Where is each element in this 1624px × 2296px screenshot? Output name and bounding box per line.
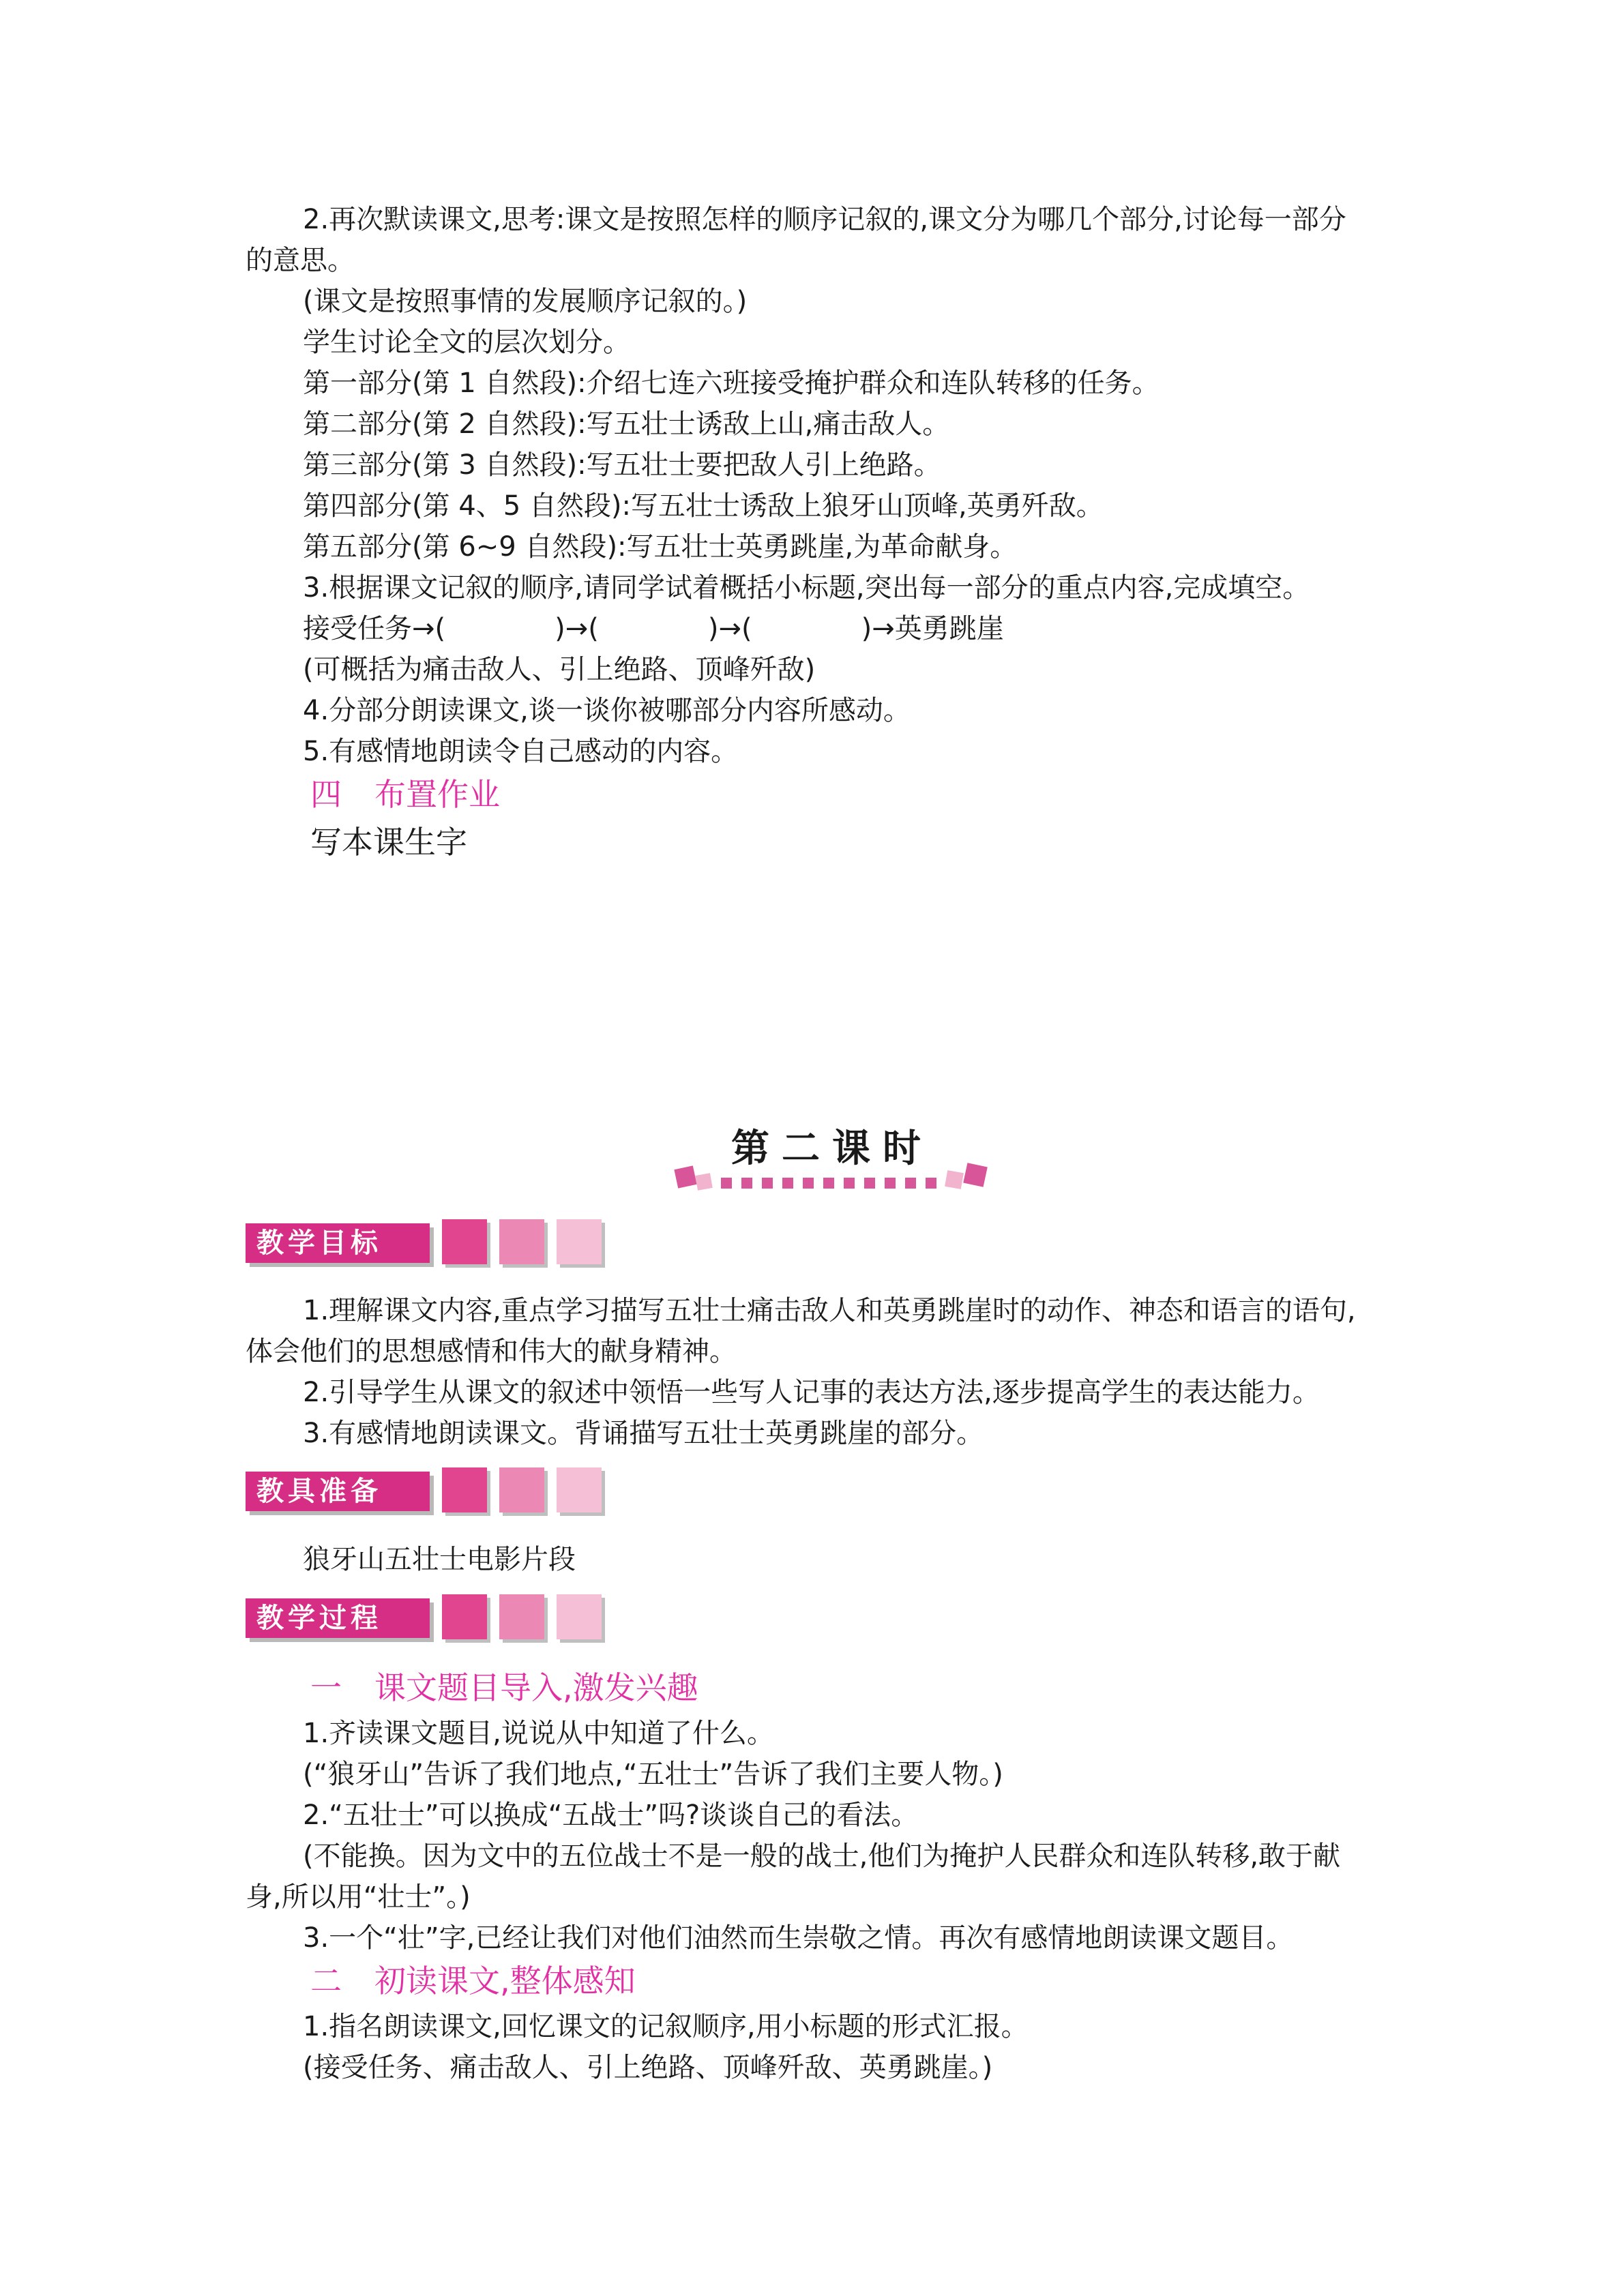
tag-label: 教学过程 [246,1598,430,1638]
section-tag-tools [246,1467,600,1517]
paragraph: 2.引导学生从课文的叙述中领悟一些写人记事的表达方法,逐步提高学生的表达能力。 [303,1377,1320,1408]
tag-square [499,1219,544,1264]
paragraph: 5.有感情地朗读令自己感动的内容。 [303,736,739,767]
tag-square [557,1594,602,1639]
tag-square [499,1594,544,1639]
fill-in-blank-line [246,608,1371,649]
paragraph: 第四部分(第 4、5 自然段):写五壮士诱敌上狼牙山顶峰,英勇歼敌。 [303,490,1104,522]
paragraph: 3.根据课文记叙的顺序,请同学试着概括小标题,突出每一部分的重点内容,完成填空。 [303,572,1310,603]
section-number: 四 [310,776,342,813]
tag-square [557,1219,602,1264]
paragraph: 2.“五壮士”可以换成“五战士”吗?谈谈自己的看法。 [303,1800,919,1831]
fill-text: )→( [555,613,599,644]
paragraph: (“狼牙山”告诉了我们地点,“五壮士”告诉了我们主要人物。) [303,1759,1003,1790]
section-heading [310,1960,636,2001]
tag-square [499,1467,544,1512]
section-title: 布置作业 [374,776,500,813]
paragraph: 第一部分(第 1 自然段):介绍七连六班接受掩护群众和连队转移的任务。 [303,368,1160,399]
paragraph: 3.一个“壮”字,已经让我们对他们油然而生崇敬之情。再次有感情地朗读课文题目。 [303,1922,1294,1954]
section-number: 二 [310,1963,342,1999]
section-number: 一 [310,1669,342,1706]
section-tag-goals [246,1219,600,1268]
homework-text: 写本课生字 [310,824,467,861]
paragraph: (接受任务、痛击敌人、引上绝路、顶峰歼敌、英勇跳崖。) [303,2052,993,2083]
section-heading [310,1667,698,1708]
section-title: 课文题目导入,激发兴趣 [374,1669,698,1706]
fill-text: )→英勇跳崖 [861,613,1004,644]
fill-text: 接受任务→( [303,613,446,644]
paragraph: 3.有感情地朗读课文。背诵描写五壮士英勇跳崖的部分。 [303,1418,984,1449]
lesson-title: 第二课时 [731,1126,933,1171]
section-title: 初读课文,整体感知 [374,1963,636,1999]
paragraph: 4.分部分朗读课文,谈一谈你被哪部分内容所感动。 [303,695,911,726]
paragraph: 1.指名朗读课文,回忆课文的记叙顺序,用小标题的形式汇报。 [303,2011,1029,2042]
tag-label: 教具准备 [246,1472,430,1511]
paragraph: 第五部分(第 6~9 自然段):写五壮士英勇跳崖,为革命献身。 [303,531,1018,563]
paragraph: (不能换。因为文中的五位战士不是一般的战士,他们为掩护人民群众和连队转移,敢于献身,所以用“壮士”。) [246,1840,1341,1913]
paragraph: 第三部分(第 3 自然段):写五壮士要把敌人引上绝路。 [303,449,941,481]
paragraph: 学生讨论全文的层次划分。 [303,327,630,358]
title-decoration [672,1159,992,1200]
tag-square [442,1467,487,1512]
section-heading [310,774,500,815]
paragraph: 1.齐读课文题目,说说从中知道了什么。 [303,1718,774,1749]
paragraph: 第二部分(第 2 自然段):写五壮士诱敌上山,痛击敌人。 [303,408,950,440]
tag-square [557,1467,602,1512]
tag-label: 教学目标 [246,1223,430,1263]
tag-square [442,1594,487,1639]
tag-square [442,1219,487,1264]
paragraph: 1.理解课文内容,重点学习描写五壮士痛击敌人和英勇跳崖时的动作、神态和语言的语句,体会他们的思想感情和伟大的献身精神。 [246,1295,1356,1367]
fill-text: )→( [707,613,752,644]
paragraph: (可概括为痛击敌人、引上绝路、顶峰歼敌) [303,654,816,685]
paragraph: (课文是按照事情的发展顺序记叙的。) [303,286,748,317]
paragraph: 2.再次默读课文,思考:课文是按照怎样的顺序记叙的,课文分为哪几个部分,讨论每一部分的意思。 [246,204,1346,276]
section-tag-process [246,1594,600,1643]
paragraph: 狼牙山五壮士电影片段 [303,1544,576,1575]
